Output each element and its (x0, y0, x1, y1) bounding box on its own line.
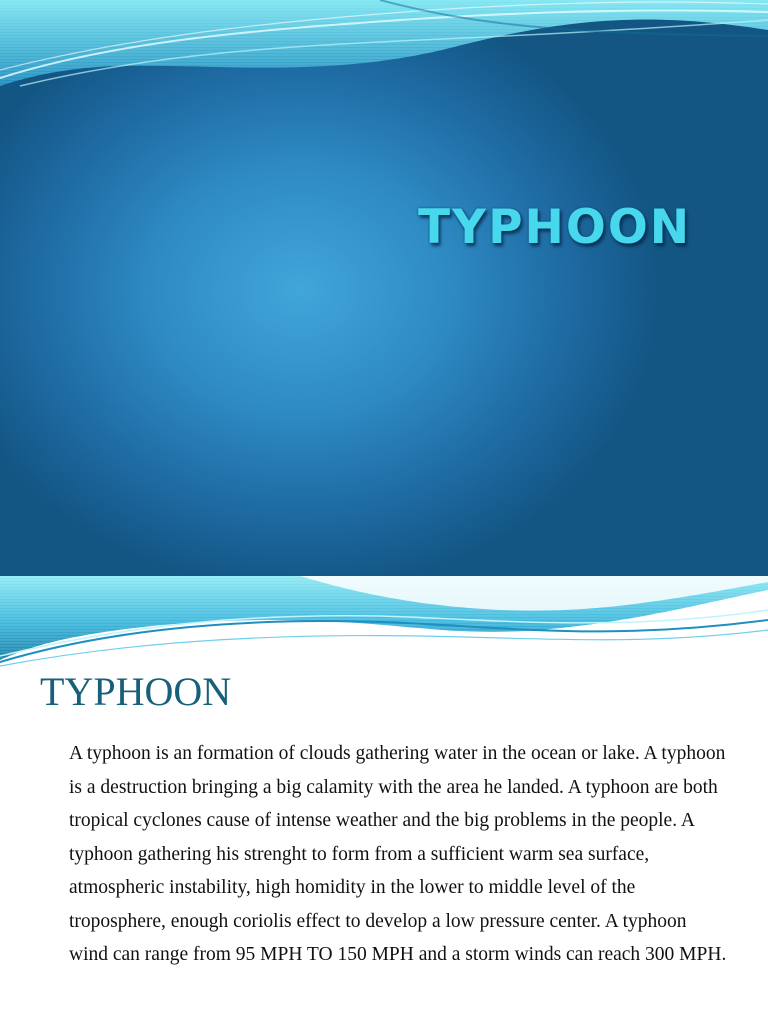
slide-heading: TYPHOON (40, 669, 232, 714)
content-slide (0, 576, 768, 1024)
slide-body-paragraph: A typhoon is an formation of clouds gathering water in the ocean or lake. A typhoon is a destruction bringing a big calamity with the area he landed. A typhoon are both tropical cyclones cause of intense weather and the big problems in the people. A typhoon gathering his strenght to form from a sufficient warm sea surface, atmospheric instability, high homidity in the lower to middle level of the troposphere, enough coriolis effect to develop a low pressure center. A typhoon wind can range from 95 MPH TO 150 MPH and a storm winds can reach 300 MPH. (69, 743, 727, 965)
slide-title: TYPHOON (418, 200, 692, 255)
